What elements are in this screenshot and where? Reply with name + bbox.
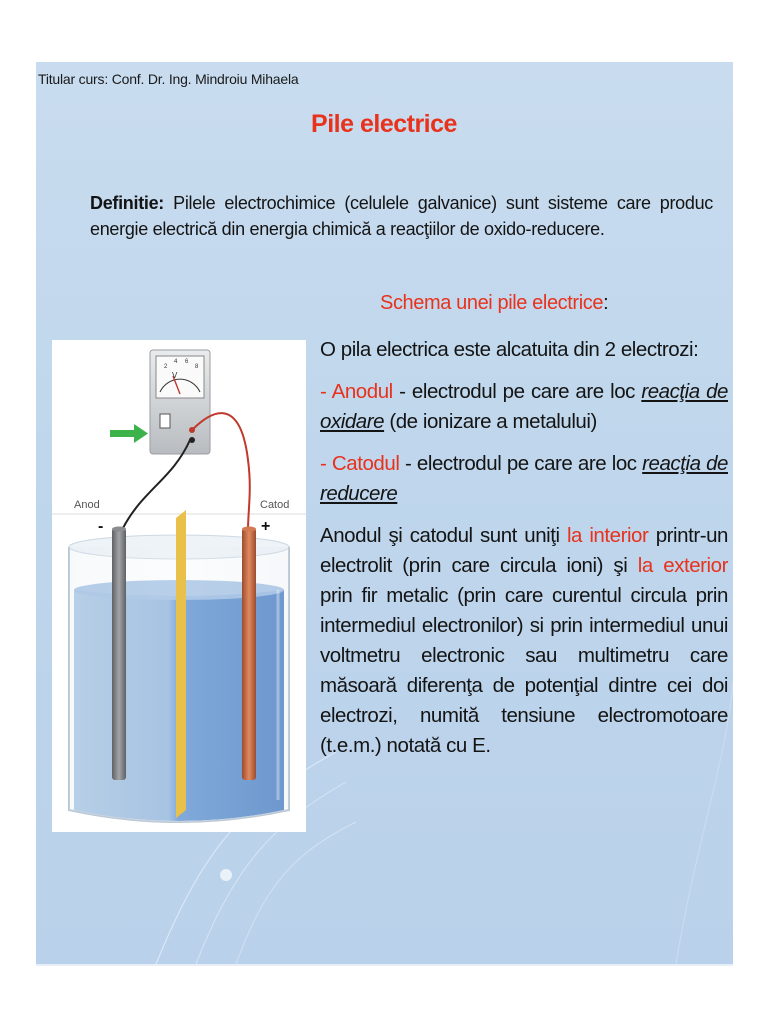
indicator-arrow <box>110 424 148 443</box>
slide-bottom-band <box>36 964 733 966</box>
catod-emphasis: reacţia de reducere <box>320 452 728 505</box>
schema-title <box>380 292 720 315</box>
electrode-connection-paragraph <box>320 521 728 761</box>
definition-text: Pilele electrochimice (celulele galvanice) sunt sisteme care produc energie electrică din energia chimică a reacţiilor de oxido-reducere. <box>90 193 713 239</box>
catod-label: Catod <box>260 499 290 511</box>
para-part-2: printr-un electrolit (prin care circula ioni) şi <box>320 524 729 577</box>
schema-intro: O pila electrica este alcatuita din 2 electrozi: <box>320 338 699 361</box>
schema-description <box>320 335 728 761</box>
para-red-interior: la interior <box>566 524 649 547</box>
para-part-3: prin fir metalic (prin care curentul circula prin intermediul electronilor) si prin intermediul unui voltmetru electronic sau multimetru care măsoară diferenţa de potenţial dintre cei doi electrozi, numită tensiune electromotoare (t.e.m.) notată cu E. <box>320 584 728 757</box>
para-red-exterior: la exterior <box>637 554 728 577</box>
gauge-label: V <box>172 371 178 380</box>
anod-text-before: - electrodul pe care are loc <box>392 380 642 403</box>
definition-paragraph <box>90 190 713 242</box>
anod-definition <box>320 377 728 437</box>
gauge-tick-1: 2 <box>164 364 168 370</box>
plus-sign: + <box>261 518 271 535</box>
anode-rod <box>112 528 126 780</box>
salt-bridge-membrane <box>176 510 186 818</box>
instructor-line: Titular curs: Conf. Dr. Ing. Mindroiu Mihaela <box>38 71 299 87</box>
cathode-rod <box>242 528 256 780</box>
anod-term: - Anodul <box>320 380 393 403</box>
schema-title-text: Schema unei pile electrice <box>380 292 604 314</box>
voltmeter-switch <box>160 414 170 428</box>
voltmeter <box>150 350 210 454</box>
para-part-1: Anodul şi catodul sunt uniţi <box>320 524 567 547</box>
schema-title-colon: : <box>603 292 609 314</box>
catod-text-before: - electrodul pe care are loc <box>399 452 643 475</box>
galvanic-cell-illustration <box>52 340 306 832</box>
gauge-tick-3: 6 <box>185 359 189 365</box>
catod-definition <box>320 449 728 509</box>
galvanic-cell-figure <box>52 340 306 832</box>
gauge-tick-2: 4 <box>174 359 178 365</box>
page-title: Pile electrice <box>311 110 457 138</box>
anod-label: Anod <box>74 499 100 511</box>
anod-emphasis: reacţia de oxidare <box>320 380 728 433</box>
definition-label: Definitie: <box>90 193 165 213</box>
anod-text-after: (de ionizare a metalului) <box>384 410 597 433</box>
catod-term: - Catodul <box>320 452 400 475</box>
minus-sign: - <box>98 518 104 535</box>
gauge-tick-4: 8 <box>195 364 199 370</box>
